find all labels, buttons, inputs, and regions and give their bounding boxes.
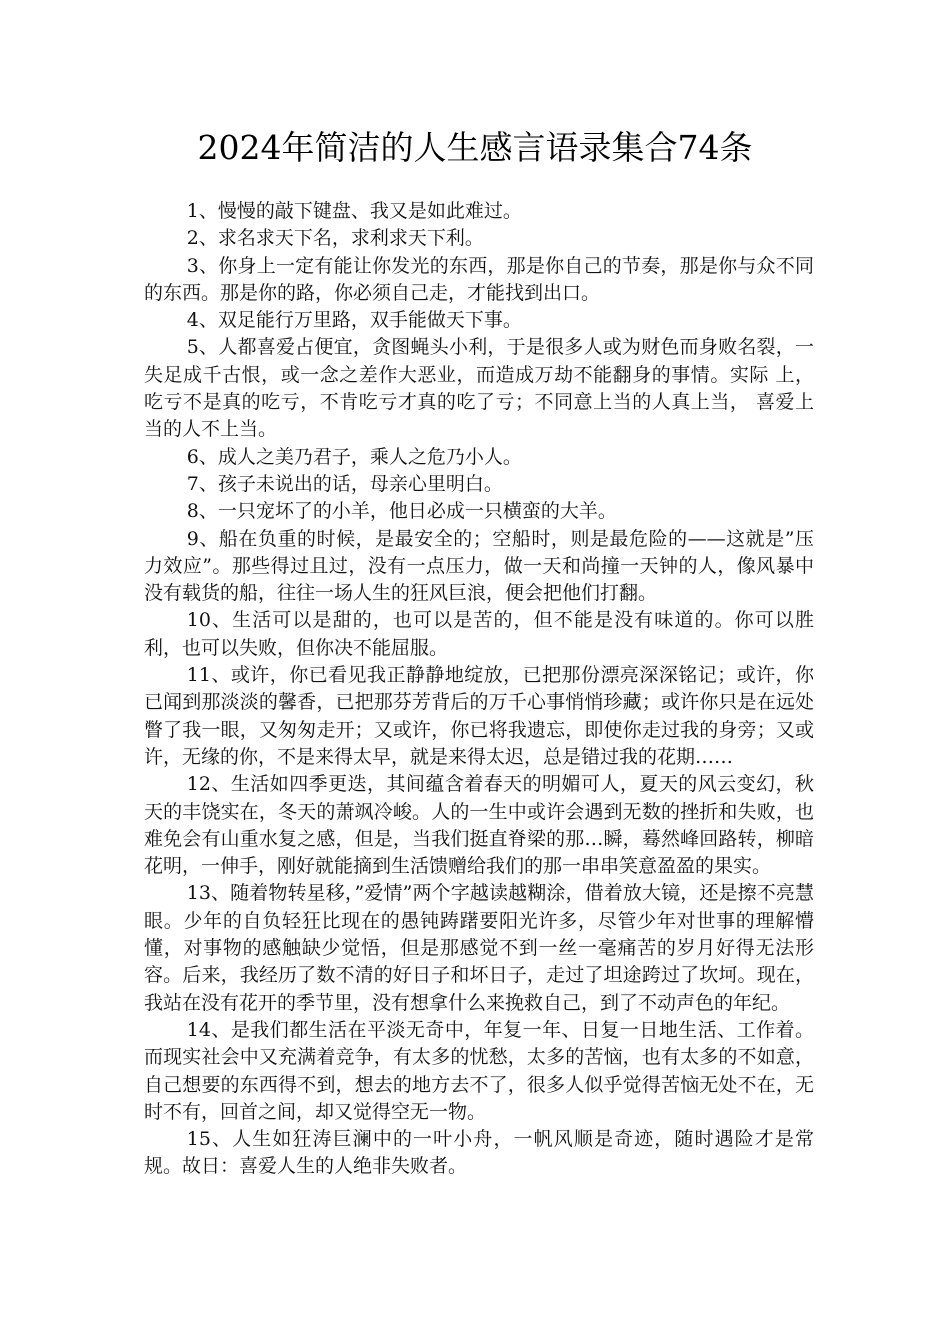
paragraph-6: 6、成人之美乃君子，乘人之危乃小人。 [186, 445, 522, 468]
paragraph-9: 9、船在负重的时候，是最安全的；空船时，则是最危险的——这就是”压力效应”。那些得过且过，没有一点压力，做一天和尚撞一天钟的人，像风暴中没有载货的船，往往一场人生的狂风巨浪，便会把他们打翻。 [144, 527, 814, 605]
paragraph-13: 13、随着物转星移，”爱情”两个字越读越糊涂，借着放大镜，还是擦不亮慧眼。少年的自负轻狂比现在的愚钝踌躇要阳光许多，尽管少年对世事的理解懵懂，对事物的感触缺少觉悟，但是那感觉不到一丝一毫痛苦的岁月好得无法形容。后来，我经历了数不清的好日子和坏日子，走过了坦途跨过了坎坷。现在，我站在没有花开的季节里，没有想拿什么来挽救自己，到了不动声色的年纪。 [144, 882, 814, 1014]
paragraph-14: 14、是我们都生活在平淡无奇中，年复一年、日复一日地生活、工作着。而现实社会中又充满着竞争，有太多的忧愁，太多的苦恼，也有太多的不如意，自己想要的东西得不到，想去的地方去不了，很多人似乎觉得苦恼无处不在，无时不有，回首之间，却又觉得空无一物。 [144, 1018, 814, 1123]
paragraph-10: 10、生活可以是甜的，也可以是苦的，但不能是没有味道的。你可以胜利，也可以失败，但你决不能屈服。 [144, 609, 814, 659]
paragraph-5: 5、人都喜爱占便宜，贪图蝇头小利，于是很多人或为财色而身败名裂，一 失足成千古恨，或一念之差作大恶业，而造成万劫不能翻身的事情。实际 上，吃亏不是真的吃亏，不肯吃亏才真的吃了亏；不同意上当的人真上当， 喜爱上当的人不上当。 [144, 336, 814, 441]
paragraph-15: 15、人生如狂涛巨澜中的一叶小舟，一帆风顺是奇迹，随时遇险才是常规。故日：喜爱人生的人绝非失败者。 [144, 1128, 814, 1178]
paragraph-11: 11、或许，你已看见我正静静地绽放，已把那份漂亮深深铭记；或许，你已闻到那淡淡的馨香，已把那芬芳背后的万千心事悄悄珍藏；或许你只是在远处瞥了我一眼，又匆匆走开；又或许，你已将我遗忘，即使你走过我的身旁；又或许，无缘的你，不是来得太早，就是来得太迟，总是错过我的花期…… [144, 664, 814, 768]
paragraph-3: 3、你身上一定有能让你发光的东西，那是你自己的节奏，那是你与众不同的东西。那是你的路，你必须自己走，才能找到出口。 [144, 254, 814, 304]
paragraph-1: 1、慢慢的敲下键盘、我又是如此难过。 [186, 200, 522, 222]
paragraph-4: 4、双足能行万里路，双手能做天下事。 [186, 309, 522, 332]
document-title: 2024年简洁的人生感言语录集合74条 [197, 128, 753, 167]
paragraph-2: 2、求名求天下名，求利求天下利。 [186, 227, 484, 250]
paragraph-8: 8、一只宠坏了的小羊，他日必成一只横蛮的大羊。 [186, 500, 617, 523]
paragraph-7: 7、孩子未说出的话，母亲心里明白。 [186, 472, 503, 495]
document-body [144, 198, 814, 1181]
paragraph-12: 12、生活如四季更迭，其间蕴含着春天的明媚可人，夏天的风云变幻，秋天的丰饶实在，冬天的萧飒冷峻。人的一生中或许会遇到无数的挫折和失败，也难免会有山重水复之感，但是，当我们挺直脊梁的那…瞬，蓦然峰回路转，柳暗花明，一伸手，刚好就能摘到生活馈赠给我们的那一串串笑意盈盈的果实。 [144, 773, 814, 878]
